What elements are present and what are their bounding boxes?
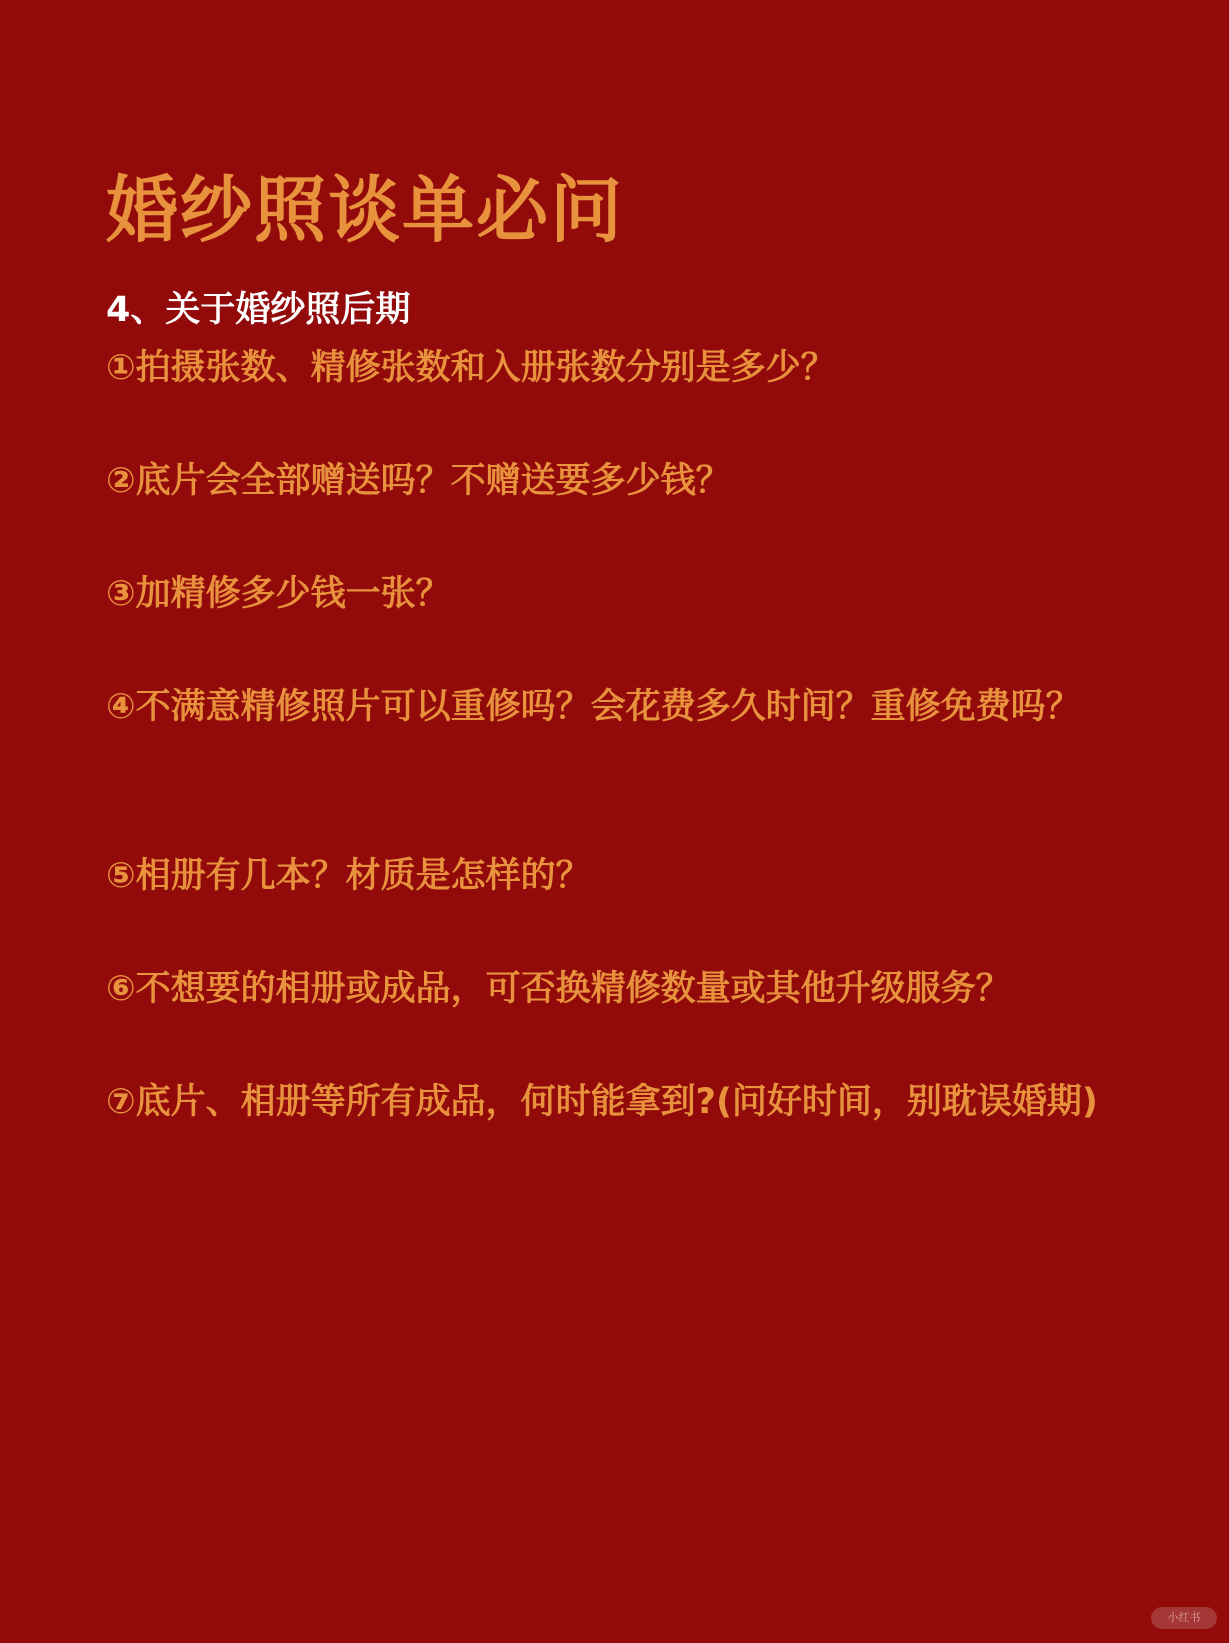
question-7: ⑦底片、相册等所有成品，何时能拿到?(问好时间，别耽误婚期): [106, 1082, 1098, 1122]
page-title: 婚纱照谈单必问: [106, 168, 625, 252]
question-5: ⑤相册有几本？材质是怎样的？: [106, 856, 591, 896]
question-3: ③加精修多少钱一张？: [106, 574, 451, 614]
question-4: ④不满意精修照片可以重修吗？会花费多久时间？重修免费吗？: [106, 687, 1081, 727]
question-6: ⑥不想要的相册或成品，可否换精修数量或其他升级服务？: [106, 969, 1011, 1009]
section-heading: 4、关于婚纱照后期: [106, 290, 411, 330]
question-1: ①拍摄张数、精修张数和入册张数分别是多少？: [106, 348, 836, 388]
watermark-logo: 小红书: [1151, 1607, 1217, 1629]
question-2: ②底片会全部赠送吗？不赠送要多少钱？: [106, 461, 731, 501]
